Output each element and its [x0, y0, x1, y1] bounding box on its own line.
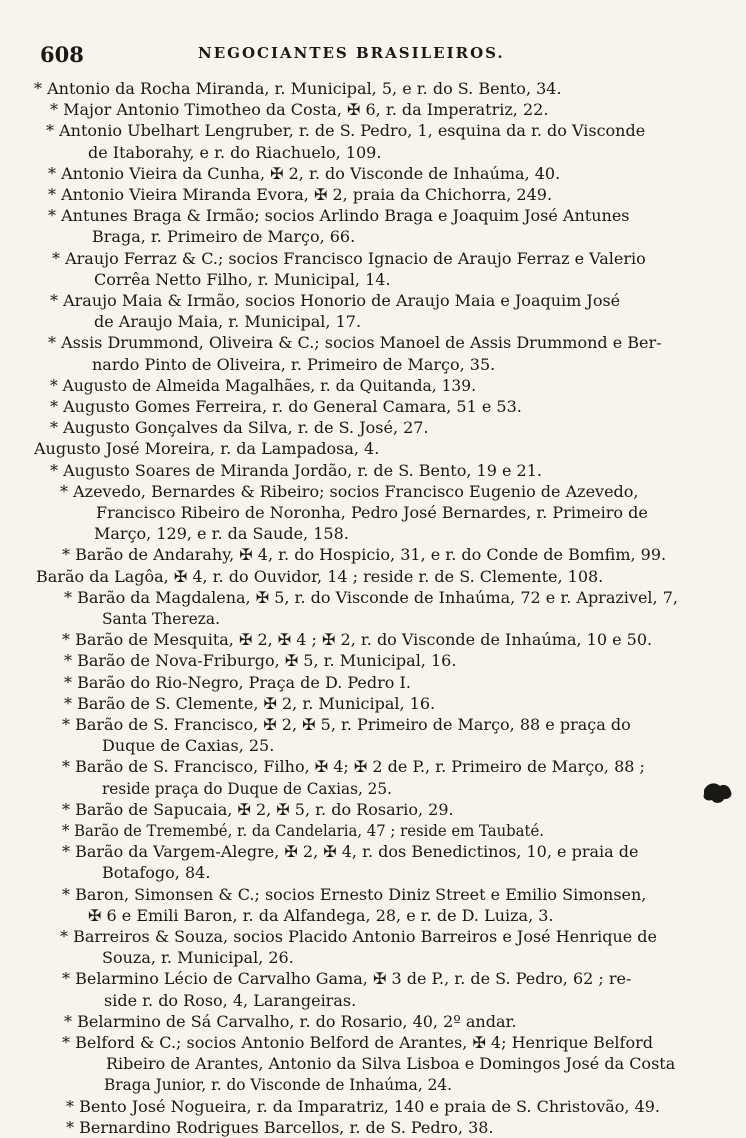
- entry-line: * Barão de S. Francisco, ✠ 2, ✠ 5, r. Primeiro de Março, 88 e praça do: [62, 715, 631, 734]
- entry-line: * Augusto Gomes Ferreira, r. do General Camara, 51 e 53.: [50, 397, 522, 416]
- entry-line: side r. do Roso, 4, Larangeiras.: [104, 990, 357, 1010]
- ink-blot-mark: [700, 780, 734, 806]
- entry-line: * Barão do Rio-Negro, Praça de D. Pedro I.: [64, 672, 411, 692]
- entry-line: Março, 129, e r. da Saude, 158.: [94, 524, 349, 544]
- entry-line: * Assis Drummond, Oliveira & C.; socios Manoel de Assis Drummond e Ber-: [48, 333, 662, 353]
- entry-line: ✠ 6 e Emili Baron, r. da Alfandega, 28, e r. de D. Luiza, 3.: [88, 905, 554, 925]
- entry-line: * Antunes Braga & Irmão; socios Arlindo Braga e Joaquim José Antunes: [48, 206, 630, 226]
- entry-line: * Barão de Andarahy, ✠ 4, r. do Hospicio, 31, e r. do Conde de Bomfim, 99.: [62, 545, 667, 565]
- entry-line: * Barão da Magdalena, ✠ 5, r. do Visconde de Inhaúma, 72 e r. Aprazivel, 7,: [64, 587, 678, 607]
- entry-line: * Belarmino de Sá Carvalho, r. do Rosario, 40, 2º andar.: [64, 1011, 517, 1031]
- entry-line: * Barão de Tremembé, r. da Candelaria, 47 ; reside em Taubaté.: [62, 821, 544, 840]
- entry-line: * Barreiros & Souza, socios Placido Antonio Barreiros e José Henrique de: [60, 927, 658, 946]
- page-number: 608: [40, 42, 84, 67]
- entry-line: * Barão de S. Clemente, ✠ 2, r. Municipal, 16.: [64, 693, 436, 713]
- page-header: [40, 40, 700, 66]
- entry-line: Santa Thereza.: [102, 609, 220, 628]
- entry-line: * Azevedo, Bernardes & Ribeiro; socios Francisco Eugenio de Azevedo,: [60, 481, 639, 501]
- entry-line: * Baron, Simonsen & C.; socios Ernesto Diniz Street e Emilio Simonsen,: [62, 884, 647, 904]
- entry-line: * Barão de S. Francisco, Filho, ✠ 4; ✠ 2 de P., r. Primeiro de Março, 88 ;: [62, 757, 645, 777]
- entry-line: * Araujo Maia & Irmão, socios Honorio de Araujo Maia e Joaquim José: [50, 291, 621, 310]
- entry-line: Francisco Ribeiro de Noronha, Pedro José Bernardes, r. Primeiro de: [96, 503, 648, 522]
- entry-line: * Barão de Mesquita, ✠ 2, ✠ 4 ; ✠ 2, r. do Visconde de Inhaúma, 10 e 50.: [62, 630, 653, 650]
- entry-line: Botafogo, 84.: [102, 863, 211, 883]
- entry-line: Braga Junior, r. do Visconde de Inhaúma, 24.: [104, 1075, 452, 1095]
- entry-line: Ribeiro de Arantes, Antonio da Silva Lisboa e Domingos José da Costa: [106, 1054, 676, 1074]
- entry-line: * Antonio Vieira Miranda Evora, ✠ 2, praia da Chichorra, 249.: [48, 185, 553, 204]
- entry-line: * Barão de Nova-Friburgo, ✠ 5, r. Municipal, 16.: [64, 651, 457, 671]
- entry-line: * Bento José Nogueira, r. da Imparatriz, 140 e praia de S. Christovão, 49.: [66, 1096, 661, 1116]
- entry-line: Braga, r. Primeiro de Março, 66.: [92, 227, 356, 247]
- entry-line: reside praça do Duque de Caxias, 25.: [102, 778, 392, 798]
- running-title: NEGOCIANTES BRASILEIROS.: [198, 44, 505, 62]
- entry-line: * Barão da Vargem-Alegre, ✠ 2, ✠ 4, r. dos Benedictinos, 10, e praia de: [62, 842, 639, 862]
- entry-line: * Araujo Ferraz & C.; socios Francisco Ignacio de Araujo Ferraz e Valerio: [52, 248, 646, 268]
- entry-line: Augusto José Moreira, r. da Lampadosa, 4.: [34, 439, 380, 459]
- entry-line: * Belarmino Lécio de Carvalho Gama, ✠ 3 de P., r. de S. Pedro, 62 ; re-: [62, 969, 632, 989]
- entry-line: Duque de Caxias, 25.: [102, 736, 275, 756]
- entry-line: Barão da Lagôa, ✠ 4, r. do Ouvidor, 14 ; reside r. de S. Clemente, 108.: [36, 566, 604, 586]
- entry-line: de Araujo Maia, r. Municipal, 17.: [94, 312, 362, 332]
- entry-line: * Augusto Soares de Miranda Jordão, r. de S. Bento, 19 e 21.: [50, 460, 542, 480]
- entry-line: * Antonio Ubelhart Lengruber, r. de S. Pedro, 1, esquina da r. do Visconde: [46, 121, 646, 141]
- entry-line: nardo Pinto de Oliveira, r. Primeiro de Março, 35.: [92, 354, 496, 374]
- entry-line: Corrêa Netto Filho, r. Municipal, 14.: [94, 269, 391, 289]
- entry-line: de Itaborahy, e r. do Riachuelo, 109.: [88, 142, 382, 162]
- entry-line: * Major Antonio Timotheo da Costa, ✠ 6, r. da Imperatriz, 22.: [50, 100, 549, 120]
- entry-line: * Augusto Gonçalves da Silva, r. de S. José, 27.: [50, 418, 429, 438]
- entry-line: * Antonio da Rocha Miranda, r. Municipal, 5, e r. do S. Bento, 34.: [34, 79, 562, 98]
- entry-line: * Bernardino Rodrigues Barcellos, r. de S. Pedro, 38.: [66, 1117, 494, 1137]
- entry-line: * Augusto de Almeida Magalhães, r. da Quitanda, 139.: [50, 375, 476, 395]
- entry-line: * Antonio Vieira da Cunha, ✠ 2, r. do Visconde de Inhaúma, 40.: [48, 163, 561, 183]
- entry-line: * Belford & C.; socios Antonio Belford de Arantes, ✠ 4; Henrique Belford: [62, 1033, 653, 1052]
- entry-line: * Barão de Sapucaia, ✠ 2, ✠ 5, r. do Rosario, 29.: [62, 799, 454, 819]
- entry-line: Souza, r. Municipal, 26.: [102, 948, 294, 968]
